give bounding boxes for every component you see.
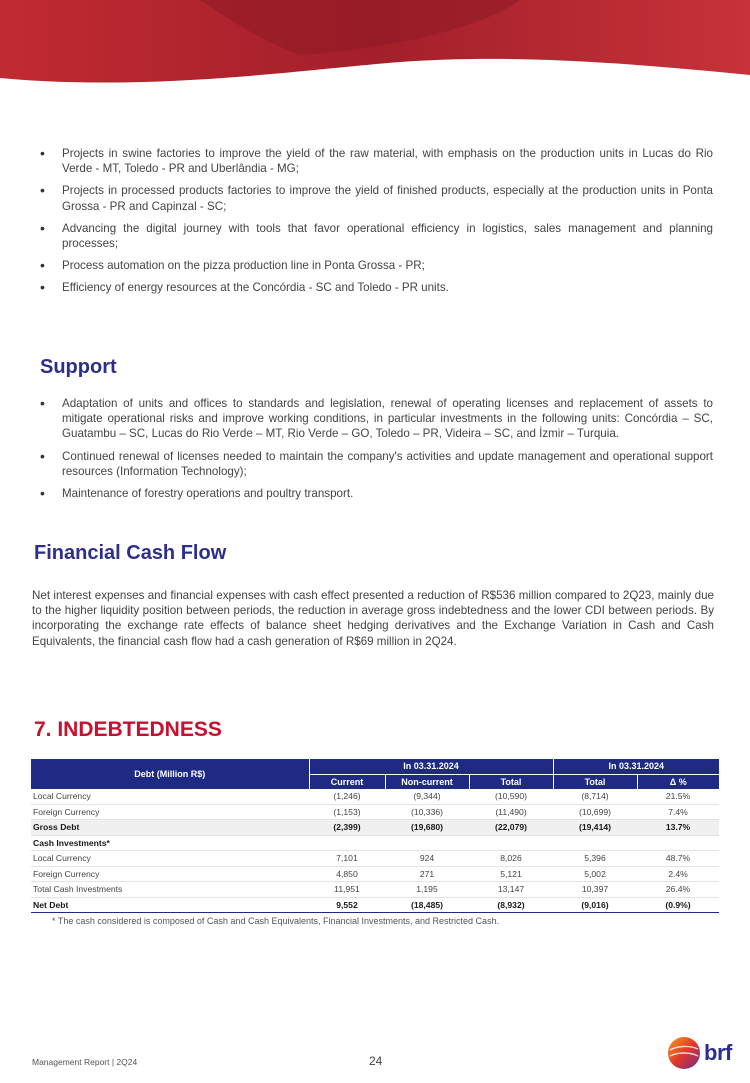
list-item: • Projects in processed products factories to improve the yield of finished products, especially at the production units in Ponta Grossa - PR and Capinzal - SC; <box>38 183 713 213</box>
row-label: Foreign Currency <box>31 804 309 820</box>
column-header: Δ % <box>637 774 719 789</box>
page-number: 24 <box>369 1054 383 1068</box>
table-row <box>31 820 719 836</box>
table-footnote: * The cash considered is composed of Cash and Cash Equivalents, Financial Investments, and Restricted Cash. <box>52 916 500 926</box>
table-row <box>31 866 719 882</box>
row-label: Net Debt <box>31 897 309 913</box>
table-cell: (9,016) <box>553 897 637 913</box>
table-cell: 9,552 <box>309 897 385 913</box>
table-cell: (22,079) <box>469 820 553 836</box>
table-cell: 924 <box>385 851 469 867</box>
table-cell: 10,397 <box>553 882 637 898</box>
table-row <box>31 882 719 898</box>
header-banner <box>0 0 750 95</box>
table-cell: (10,590) <box>469 789 553 804</box>
row-label: Local Currency <box>31 851 309 867</box>
list-item: • Advancing the digital journey with tools that favor operational efficiency in logistics, sales management and planning processes; <box>38 221 713 251</box>
table-cell: 2.4% <box>637 866 719 882</box>
table-row <box>31 804 719 820</box>
table-cell: (11,490) <box>469 804 553 820</box>
table-cell: 21.5% <box>637 789 719 804</box>
table-cell: (8,714) <box>553 789 637 804</box>
table-cell: (18,485) <box>385 897 469 913</box>
table-cell: 13.7% <box>637 820 719 836</box>
row-label: Total Cash Investments <box>31 882 309 898</box>
table-header-label: Debt (Million R$) <box>31 759 309 789</box>
table-cell: 26.4% <box>637 882 719 898</box>
brf-logo-text: brf <box>704 1039 732 1065</box>
table-row <box>31 897 719 913</box>
support-heading: Support <box>40 356 117 378</box>
column-header: Non-current <box>385 774 469 789</box>
table-cell: (9,344) <box>385 789 469 804</box>
list-item: • Adaptation of units and offices to standards and legislation, renewal of operating licenses and replacement of assets to mitigate operational risks and improve working conditions, in particular investments in the following units: Concórdia – SC, Guatambu – SC, Lucas do Rio Verde – MT, Rio Verde – GO, Toledo – PR, Videira – SC, and İzmir – Turquia. <box>38 396 713 442</box>
column-header: Total <box>553 774 637 789</box>
table-cell: (10,336) <box>385 804 469 820</box>
list-item: • Maintenance of forestry operations and poultry transport. <box>38 486 713 501</box>
table-cell: 5,002 <box>553 866 637 882</box>
list-item: • Process automation on the pizza production line in Ponta Grossa - PR; <box>38 258 713 273</box>
table-cell: 7.4% <box>637 804 719 820</box>
table-cell: (1,246) <box>309 789 385 804</box>
table-cell: 8,026 <box>469 851 553 867</box>
financial-cash-flow-heading: Financial Cash Flow <box>34 542 227 564</box>
brf-logo <box>667 1035 742 1070</box>
list-item: • Projects in swine factories to improve the yield of the raw material, with emphasis on the production units in Lucas do Rio Verde - MT, Toledo - PR and Uberlândia - MG; <box>38 146 713 176</box>
table-cell: 1,195 <box>385 882 469 898</box>
support-bullet-list <box>38 396 713 508</box>
row-label: Gross Debt <box>31 820 309 836</box>
indebtedness-heading: 7. INDEBTEDNESS <box>34 718 222 741</box>
top-bullet-list <box>38 146 713 303</box>
table-cell: (19,680) <box>385 820 469 836</box>
table-cell: 11,951 <box>309 882 385 898</box>
row-label: Cash Investments* <box>31 835 719 851</box>
table-group-header: In 03.31.2024 <box>309 759 553 774</box>
table-cell: 13,147 <box>469 882 553 898</box>
table-row <box>31 789 719 804</box>
table-cell: (2,399) <box>309 820 385 836</box>
list-item: • Continued renewal of licenses needed to maintain the company's activities and update management and operational support resources (Information Technology); <box>38 449 713 479</box>
table-cell: (8,932) <box>469 897 553 913</box>
row-label: Local Currency <box>31 789 309 804</box>
list-item: • Efficiency of energy resources at the Concórdia - SC and Toledo - PR units. <box>38 280 713 295</box>
footer-report-label: Management Report | 2Q24 <box>32 1057 138 1067</box>
table-row <box>31 851 719 867</box>
row-label: Foreign Currency <box>31 866 309 882</box>
column-header: Current <box>309 774 385 789</box>
table-cell: (0.9%) <box>637 897 719 913</box>
table-cell: 5,396 <box>553 851 637 867</box>
debt-table <box>31 759 719 913</box>
table-cell: (19,414) <box>553 820 637 836</box>
table-cell: (10,699) <box>553 804 637 820</box>
table-row <box>31 835 719 851</box>
table-cell: 48.7% <box>637 851 719 867</box>
table-cell: 5,121 <box>469 866 553 882</box>
brf-logo-mark-icon <box>667 1036 701 1070</box>
column-header: Total <box>469 774 553 789</box>
table-cell: 271 <box>385 866 469 882</box>
table-cell: 4,850 <box>309 866 385 882</box>
table-group-header: In 03.31.2024 <box>553 759 719 774</box>
financial-cash-flow-paragraph: Net interest expenses and financial expenses with cash effect presented a reduction of R$536 million compared to 2Q23, mainly due to the higher liquidity position between periods, the reduction in average gross indebtedness and the lower CDI between periods. By incorporating the exchange rate effects of balance sheet hedging derivatives and the Exchange Variation in Cash and Cash Equivalents, the financial cash flow had a cash generation of R$69 million in 2Q24. <box>32 589 714 648</box>
table-cell: 7,101 <box>309 851 385 867</box>
table-cell: (1,153) <box>309 804 385 820</box>
